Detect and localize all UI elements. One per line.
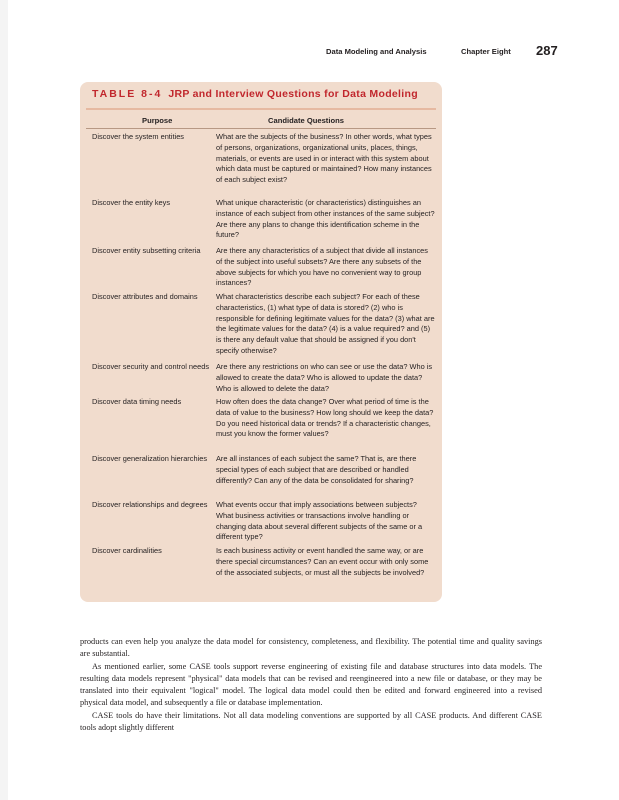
row-purpose: Discover entity subsetting criteria [92,246,201,255]
row-purpose: Discover attributes and domains [92,292,198,301]
body-paragraph-3: CASE tools do have their limitations. Not all data modeling conventions are supported by all CASE products. And different CASE tools adopt slightly different [80,710,542,733]
running-header-chapter: Chapter Eight [461,47,511,56]
row-questions: What are the subjects of the business? In other words, what types of persons, organizations, organizational units, places, things, materials, or events are used in or interact with this system about which data must be captured or maintained? How many instances of each subject exist? [216,132,432,185]
row-purpose: Discover the entity keys [92,198,171,207]
table-8-4 [80,82,442,602]
row-questions: Are there any characteristics of a subject that divide all instances of the subject into useful subsets? Are there any subsets of the above subjects for which you have no convenient way to group instances? [216,246,428,288]
row-purpose: Discover security and control needs [92,362,210,371]
row-questions: What characteristics describe each subject? For each of these characteristics, (1) what type of data is stored? (2) who is responsible for defining legitimate values for the data? (3) what are the legitimate values for the data? (4) is a value required? and (5) is there any default value that should be assigned if you don't specify otherwise? [216,292,435,355]
row-questions: How often does the data change? Over what period of time is the data of value to the business? How long should we keep the data? Do you need historical data or trends? If a characteristic changes, must you know the former values? [216,397,434,439]
row-questions: Is each business activity or event handled the same way, or are there special circumstances? Can an event occur with only some of the associated subjects, or must all the subjects be involved? [216,546,429,577]
row-questions: What unique characteristic (or characteristics) distinguishes an instance of each subject from other instances of the same subject? Are there any plans to change this identification scheme in the future? [216,198,435,240]
row-purpose: Discover cardinalities [92,546,162,555]
title-divider [86,108,436,110]
page-number: 287 [536,43,558,58]
body-paragraph-2: As mentioned earlier, some CASE tools support reverse engineering of existing file and database structures into data models. The resulting data models represent "physical" data models that can be revised and reengineered into a new file or database, or they may be translated into their equivalent "logical" model. The logical data model could then be edited and forward engineered into a revised physical data model, and subsequently a file or database implementation. [80,661,542,708]
running-header-section: Data Modeling and Analysis [326,47,427,56]
body-paragraph-1: products can even help you analyze the data model for consistency, completeness, and flexibility. The potential time and quality savings are substantial. [80,637,542,659]
column-header-questions: Candidate Questions [268,116,344,125]
row-questions: Are there any restrictions on who can see or use the data? Who is allowed to create the data? Who is allowed to update the data? Who is allowed to delete the data? [216,362,433,393]
row-purpose: Discover the system entities [92,132,185,141]
row-purpose: Discover generalization hierarchies [92,454,208,463]
running-header [0,44,619,64]
header-divider [86,128,436,129]
page-gutter [0,0,8,800]
column-header-purpose: Purpose [142,116,173,125]
table-label: TABLE 8-4 [92,88,163,100]
body-text [80,636,542,734]
row-questions: Are all instances of each subject the same? That is, are there special types of each subject that are described or handled differently? Can any of the data be consolidated for sharing? [216,454,417,485]
row-purpose: Discover relationships and degrees [92,500,208,509]
table-title [92,88,418,100]
row-questions: What events occur that imply associations between subjects? What business activities or transactions involve handling or changing data about several different subjects of the same or a different type? [216,500,423,542]
row-purpose: Discover data timing needs [92,397,182,406]
table-title-text: JRP and Interview Questions for Data Modeling [168,88,418,100]
